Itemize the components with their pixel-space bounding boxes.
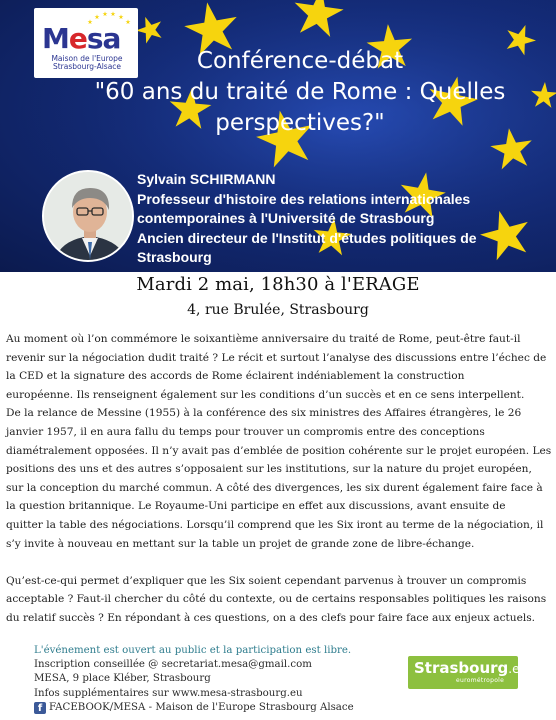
logo-subtitle-line2: Strasbourg-Alsace <box>52 62 122 71</box>
strasbourg-eu-logo <box>408 656 528 689</box>
body-line: diamétralement opposées. Il n’y avait pas d’emblée de position cohérente sur le projet européen. Les <box>6 444 552 457</box>
facebook-label[interactable]: FACEBOOK/MESA - Maison de l'Europe Strasbourg Alsace <box>49 701 354 713</box>
logo-word-prefix: M <box>42 22 69 55</box>
strasbourg-logo-word: Strasbourg <box>414 659 509 677</box>
footer-address: MESA, 9 place Kléber, Strasbourg <box>34 673 211 685</box>
body-line: Qu’est-ce-qui permet d’expliquer que les Six soient cependant parvenus à trouver un compromis <box>6 574 527 587</box>
body-line: la question britannique. Le Royaume-Uni participe en effet aux discussions, avant ensuite de <box>6 500 506 513</box>
body-line: De la relance de Messine (1955) à la conférence des six ministres des Affaires étrangères, le 26 <box>6 407 522 420</box>
conference-title <box>60 46 540 139</box>
body-line: s’y invite à nouveau en mettant sur la table un projet de grande zone de libre-échange. <box>6 537 475 550</box>
speaker-role-line2: contemporaines à l'Université de Strasbourg <box>137 210 435 226</box>
speaker-portrait <box>42 170 134 262</box>
event-footer <box>34 644 414 715</box>
speaker-role-line3: Ancien directeur de l'Institut d'études politiques de <box>137 229 477 246</box>
title-line3: perspectives?" <box>215 110 385 136</box>
speaker-name: Sylvain SCHIRMANN <box>137 171 276 187</box>
strasbourg-logo-suffix: .eu <box>508 662 528 676</box>
logo-word-suffix: sa <box>86 22 121 55</box>
paragraph-gap <box>6 553 550 572</box>
footer-facebook[interactable] <box>34 701 414 715</box>
logo-subtitle-line1: Maison de l'Europe <box>51 54 123 63</box>
strasbourg-logo-name <box>414 659 527 677</box>
body-line: positions des uns et des autres s’opposaient sur les institutions, sur la nature du projet européen, <box>6 463 532 476</box>
speaker-role-line1: Professeur d'histoire des relations internationales <box>137 190 471 207</box>
footer-website[interactable]: Infos supplémentaires sur www.mesa-strasbourg.eu <box>34 687 303 699</box>
conference-banner <box>0 0 556 272</box>
event-description <box>0 330 556 628</box>
facebook-icon: f <box>34 702 46 714</box>
body-line: revenir sur la négociation dudit traité ? Le récit et surtout l’analyse des discussions entre l’échec de <box>6 351 547 364</box>
body-line: européenne. Ils renseignent également sur les conditions d’un succès et en ce sens interpellent. <box>6 388 525 401</box>
logo-word-e: e <box>68 22 87 55</box>
body-line: acceptable ? Faut-il chercher du côté du contexte, ou de certains responsables politiques les raisons <box>6 593 547 606</box>
body-line: sur la conception du marché commun. A côté des divergences, les six durent également faire face à <box>6 481 543 494</box>
body-line: Au moment où l’on commémore le soixantième anniversaire du traité de Rome, peut-être faut-il <box>6 333 521 345</box>
body-line: la CED et la signature des accords de Rome éclairent indéniablement la construction <box>6 370 465 383</box>
body-line: du relatif succès ? En répondant à ces questions, on a des clefs pour faire face aux enjeux actuels. <box>6 611 536 624</box>
footer-registration[interactable]: Inscription conseillée @ secretariat.mesa@gmail.com <box>34 659 312 671</box>
strasbourg-logo-tagline: eurométropole <box>456 677 505 684</box>
speaker-info <box>137 170 552 268</box>
footer-open-to-public: L'événement est ouvert au public et la participation est libre. <box>34 645 352 656</box>
speaker-photo <box>44 172 134 262</box>
body-line: janvier 1957, il en aura fallu du temps pour trouver un compromis entre des conceptions <box>6 425 485 438</box>
title-line1: Conférence-débat <box>196 48 404 74</box>
title-line2: "60 ans du traité de Rome : Quelles <box>94 79 506 105</box>
event-address: 4, rue Brulée, Strasbourg <box>187 302 369 318</box>
body-line: quitter la table des négociations. Lorsqu’il comprend que les Six iront au terme de la négociation, il <box>6 518 544 531</box>
speaker-role-line4: Strasbourg <box>137 249 212 265</box>
event-date-time: Mardi 2 mai, 18h30 à l'ERAGE <box>136 274 420 295</box>
